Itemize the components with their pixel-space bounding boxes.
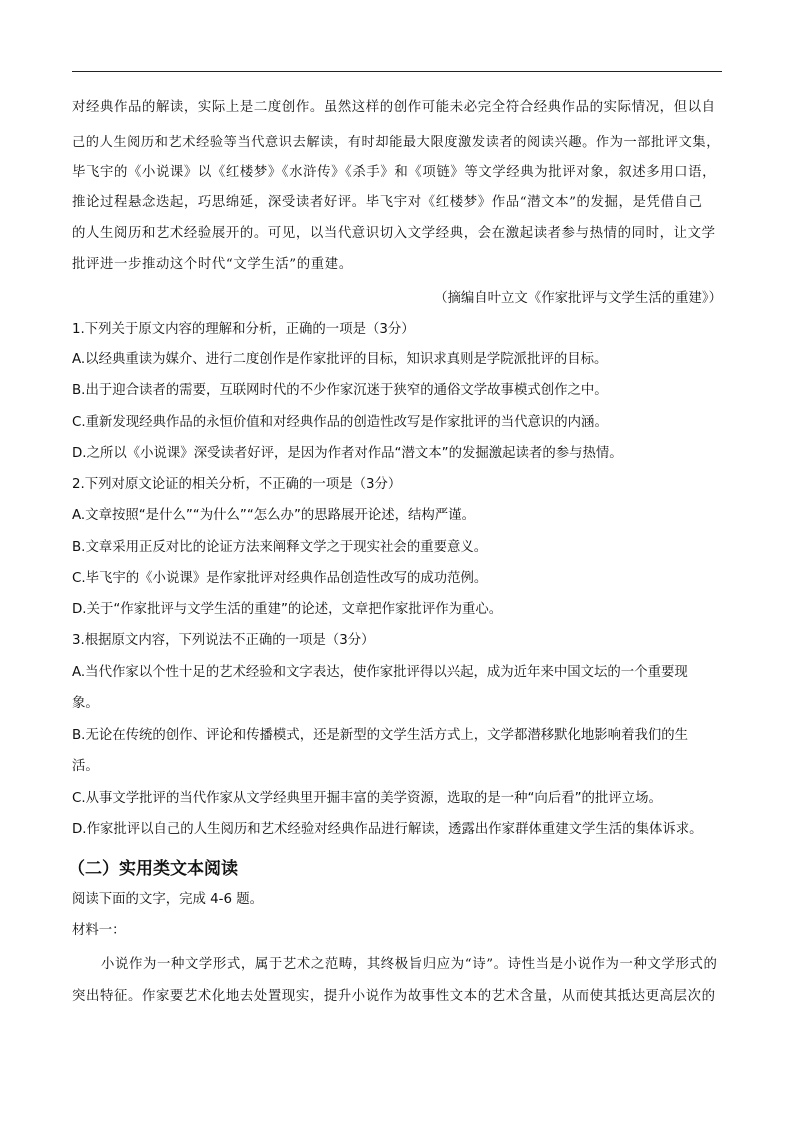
material-label: 材料一： <box>72 923 126 938</box>
passage-line: 对经典作品的解读，实际上是二度创作。虽然这样的创作可能未必完全符合经典作品的实际情况，但以自 <box>72 100 716 115</box>
question-1-stem: 1.下列关于原文内容的理解和分析，正确的一项是（3分） <box>72 322 415 337</box>
question-3-option-a: A.当代作家以个性十足的艺术经验和文字表达，使作家批评得以兴起，成为近年来中国文坛的一个重要现 <box>72 665 688 680</box>
passage-line: 推论过程悬念迭起，巧思绵延，深受读者好评。毕飞宇对《红楼梦》作品“潜文本”的发掘，是凭借自己 <box>72 195 703 210</box>
question-1-option-c: C.重新发现经典作品的永恒价值和对经典作品的创造性改写是作家批评的当代意识的内涵。 <box>72 415 608 430</box>
source-note: （摘编自叶立文《作家批评与文学生活的重建》） <box>434 291 722 306</box>
question-2-option-c: C.毕飞宇的《小说课》是作家批评对经典作品创造性改写的成功范例。 <box>72 571 488 586</box>
header-rule <box>72 71 722 72</box>
question-1-option-d: D.之所以《小说课》深受读者好评，是因为作者对作品“潜文本”的发掘激起读者的参与热情。 <box>72 446 623 461</box>
instruction: 阅读下面的文字，完成 4-6 题。 <box>72 892 264 907</box>
question-3-option-b-cont: 活。 <box>72 759 99 774</box>
question-3-stem: 3.根据原文内容，下列说法不正确的一项是（3分） <box>72 633 375 648</box>
material-line: 突出特征。作家要艺术化地去处置现实，提升小说作为故事性文本的艺术含量，从而使其抵达更高层次的 <box>72 989 716 1004</box>
question-3-option-b: B.无论在传统的创作、评论和传播模式，还是新型的文学生活方式上，文学都潜移默化地影响着我们的生 <box>72 728 689 743</box>
section-heading: （二）实用类文本阅读 <box>68 859 238 879</box>
material-line: 小说作为一种文学形式，属于艺术之范畴，其终极旨归应为“诗”。诗性当是小说作为一种文学形式的 <box>101 957 718 972</box>
question-3-option-c: C.从事文学批评的当代作家从文学经典里开掘丰富的美学资源，选取的是一种“向后看”的批评立场。 <box>72 791 662 806</box>
passage-line: 己的人生阅历和艺术经验等当代意识去解读，有时却能最大限度激发读者的阅读兴趣。作为一部批评文集， <box>72 135 721 150</box>
question-3-option-a-cont: 象。 <box>72 696 99 711</box>
question-2-stem: 2.下列对原文论证的相关分析，不正确的一项是（3分） <box>72 477 402 492</box>
question-2-option-d: D.关于“作家批评与文学生活的重建”的论述，文章把作家批评作为重心。 <box>72 602 503 617</box>
passage-line: 批评进一步推动这个时代“文学生活”的重建。 <box>72 257 353 272</box>
passage-line: 毕飞宇的《小说课》以《红楼梦》《水浒传》《杀手》和《项链》等文学经典为批评对象，叙述多用口语， <box>72 165 717 180</box>
question-1-option-b: B.出于迎合读者的需要，互联网时代的不少作家沉迷于狭窄的通俗文学故事模式创作之中。 <box>72 383 608 398</box>
question-2-option-a: A.文章按照“是什么”“为什么”“怎么办”的思路展开论述，结构严谨。 <box>72 508 475 523</box>
passage-line: 的人生阅历和艺术经验展开的。可见，以当代意识切入文学经典，会在激起读者参与热情的同时，让文学 <box>72 226 716 241</box>
question-2-option-b: B.文章采用正反对比的论证方法来阐释文学之于现实社会的重要意义。 <box>72 540 488 555</box>
question-3-option-d: D.作家批评以自己的人生阅历和艺术经验对经典作品进行解读，透露出作家群体重建文学生活的集体诉求。 <box>72 822 703 837</box>
question-1-option-a: A.以经典重读为媒介、进行二度创作是作家批评的目标，知识求真则是学院派批评的目标。 <box>72 352 608 367</box>
